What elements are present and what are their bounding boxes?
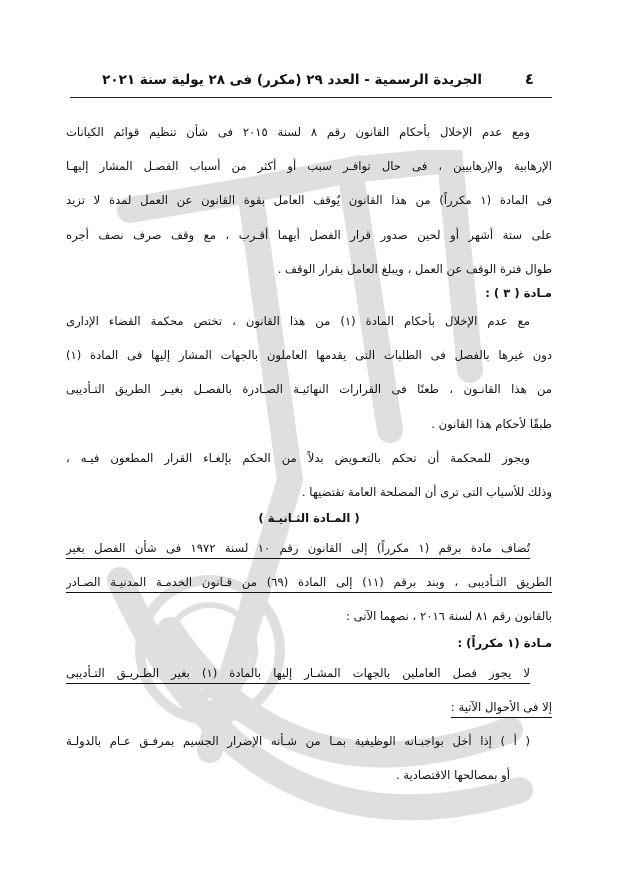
text-line: طبقًا لأحكام هذا القانون . — [431, 416, 552, 431]
header-title: الجريدة الرسمية - العدد ٢٩ (مكرر) فى ٢٨ يولية سنة ٢٠٢١ — [102, 72, 482, 88]
text-line: تُضاف مادة برقم (١ مكرراً) إلى القانون رقم ١٠ لسنة ١٩٧٢ فى شأن الفصل بغير — [66, 541, 530, 556]
header-rule — [70, 97, 552, 98]
text-line: ( أ ) إذا أخل بواجبـاته الوظيفية بمـا من شـأنه الإضرار الجسيم بمرفـق عـام بالدولـة — [66, 734, 530, 748]
article-heading: مـادة ( ٣ ) : — [485, 285, 552, 300]
text-line: الإرهابية والإرهابيين ، فى حال توافـر سبب أو أكثر من أسباب الفصـل المشار إليهـا — [66, 159, 552, 174]
text-line: مع عدم الإخلال بأحكام المادة (١) من هذا القانون ، تختص محكمة القضاء الإدارى — [66, 313, 531, 328]
text-line: ومع عدم الإخلال بأحكام القانون رقم ٨ لسنة ٢٠١٥ فى شأن تنظيم قوائم الكيانات — [66, 125, 530, 139]
text-line: على ستة أشهر أو لحين صدور قرار الفصل أيهما أقـرب ، مع وقف صرف نصف أجره — [66, 227, 552, 242]
text-line: من هذا القانـون ، طعنًا فى القرارات النهائيـة الصـادرة بالفصـل بغيـر الطريق التـأديبى — [66, 382, 552, 397]
text-line: الطريق التـأديبى ، وبند برقم (١١) إلى المادة (٦٩) من قـانون الخدمـة المدنيـة الصـادر — [66, 575, 552, 590]
page-number: ٤ — [524, 70, 534, 88]
section-heading: ( المـادة الثـانيـة ) — [258, 511, 360, 526]
text-line: فى المادة (١ مكرراً) من هذا القانون يُوقف العامل بقوة القانون عن العمل لمدة لا تزيد — [66, 193, 552, 208]
text-line: ويجوز للمحكمة أن تحكم بالتعـويض بدلاً من الحكم بإلغـاء القرار المطعون فيـه ، — [66, 450, 530, 465]
document-body — [66, 122, 552, 799]
text-line: بالقانون رقم ٨١ لسنة ٢٠١٦ ، نصهما الآتى : — [346, 609, 552, 624]
article-heading: مـادة (١ مكرراً) : — [457, 635, 552, 650]
text-line: دون غيرها بالفصل فى الطلبات التى يقدمها العاملون بالجهات المشار إليها فى المادة (١) — [66, 348, 552, 363]
text-line: وذلك للأسباب التى ترى أن المصلحة العامة تقتضيها . — [301, 484, 552, 499]
text-line: طوال فترة الوقف عن العمل ، ويبلغ العامل بقرار الوقف . — [277, 261, 552, 276]
text-line: إلا فى الأحوال الآتية : — [450, 699, 552, 714]
text-line: أو بمصالحها الاقتصادية . — [395, 768, 510, 783]
text-line: لا يجوز فصل العاملين بالجهات المشـار إليها بالمادة (١) بغير الطـريـق التـأديبى — [66, 665, 530, 680]
page-header — [70, 64, 552, 94]
